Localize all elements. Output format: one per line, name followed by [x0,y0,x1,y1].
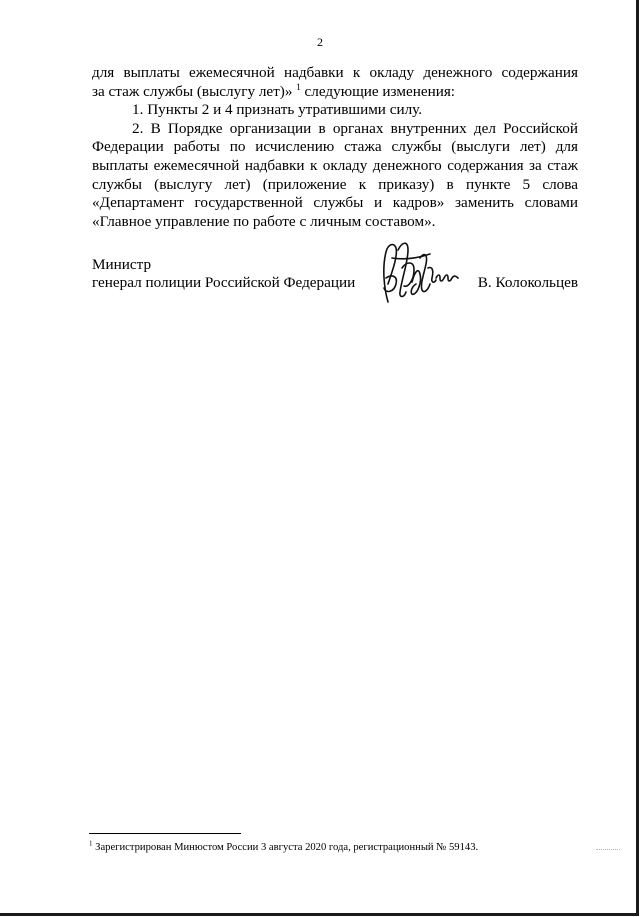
footnote-mark: 1 [89,839,93,848]
signatory-position: Министр [92,256,152,273]
item-2: 2. В Порядке организации в органах внутренних дел Российской Федерации работы по исчислению стажа службы (выслуги лет) для выплаты ежемесячной надбавки к окладу денежного содержания за стаж службы (выслугу лет) (приложение к приказу) в пункте 5 слова «Департамент государственной службы и кадров» заменить словами «Главное управление по работе с личным составом». [92,119,578,230]
footnote [89,841,478,854]
handwritten-signature [374,238,470,306]
signatory-rank: генерал полиции Российской Федерации [92,274,356,291]
intro-paragraph-continuation [92,83,578,102]
page-number: 2 [317,35,323,49]
footnote-divider [89,833,241,834]
document-body [92,64,578,231]
item-1: 1. Пункты 2 и 4 признать утратившими силу. [132,101,423,119]
intro-line-2-start: за стаж службы (выслугу лет)» [92,82,293,100]
footnote-reference: 1 [296,81,301,92]
intro-line-2-end: следующие изменения: [300,82,456,100]
signatory-name: В. Колокольцев [477,274,578,291]
footnote-text: Зарегистрирован Минюстом России 3 августа 2020 года, регистрационный № 59143. [92,842,479,853]
intro-line-1: для выплаты ежемесячной надбавки к окладу денежного содержания [92,64,578,81]
scan-artifact [596,849,620,850]
intro-paragraph [92,64,578,83]
